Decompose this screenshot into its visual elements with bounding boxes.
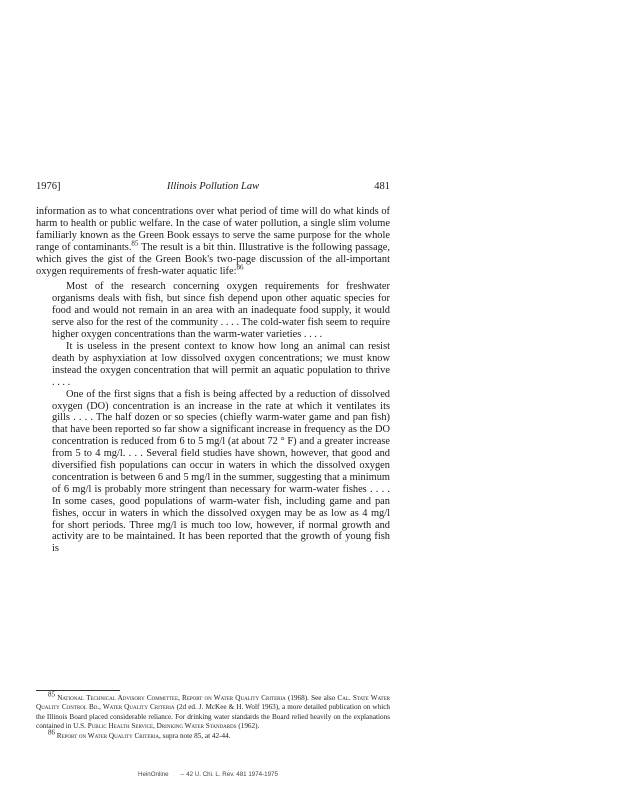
footnote-86 xyxy=(36,728,390,741)
body-text xyxy=(36,206,390,555)
page-footer xyxy=(138,771,398,779)
quote-paragraph-1: Most of the research concerning oxygen requirements for freshwater organisms deals with fish, but since fish depend upon other aquatic species for food and would not remain in an area with an inadequate food supply, it would serve also for the rest of the community . . . . The cold-water fish seem to require higher oxygen concentrations than the warm-water varieties . . . . xyxy=(52,281,390,341)
footnote-85-source-c: Cal. State Water Quality Control Bd., Water Quality Criteria xyxy=(36,694,390,712)
quote-paragraph-3: One of the first signs that a fish is being affected by a reduction of dissolved oxygen (DO) concentration is an increase in the rate at which it ventilates its gills . . . . The half dozen or so species (chiefly warm-water game and pan fish) that have been reported so far show a significant increase in frequency as the DO concentration is reduced from 6 to 5 mg/l (at about 72 ° F) and a greater increase from 5 to 4 mg/l. . . . Several field studies have shown, however, that good and diversified fish populations can occur in waters in which the dissolved oxygen concentration is between 6 and 5 mg/l in the summer, suggesting that a minimum of 6 mg/l is probably more stringent than necessary for warm-water fishes . . . . In some cases, good populations of warm-water fish, including game and pan fishes, occur in waters in which the dissolved oxygen may be as low as 4 mg/l for short periods. Three mg/l is much too low, however, if normal growth and activity are to be maintained. It has been reported that the growth of young fish is xyxy=(52,388,390,555)
footnote-ref-85: 85 xyxy=(131,239,139,248)
paragraph-1-text: information as to what concentrations over what period of time will do what kinds of harm to health or public welfare. In the case of water pollution, a single slim volume familiarly known as the Green Book essays to serve the same purpose for the whole range of contaminants. xyxy=(36,206,390,253)
footnote-85-text-d: (2d ed. J. McKee & H. Wolf 1963), a more detailed publication on which the Illinois Board placed considerable reliance. For drinking water standards the Board relied heavily on the explanations contained in xyxy=(36,703,390,731)
paragraph-1-continued: The result is a bit thin. Illustrative is the following passage, which gives the gist of the Green Book's two-page discussion of the all-important oxygen requirements of fresh-water aquatic life: xyxy=(36,241,390,277)
footnotes xyxy=(36,690,390,741)
footnote-85-source-e: U.S. Public Health Service, Drinking Water Standards xyxy=(73,722,237,731)
block-quote xyxy=(52,281,390,555)
footer-source: HeinOnline xyxy=(138,771,169,778)
footnote-86-number: 86 xyxy=(48,728,55,737)
footnote-85-number: 85 xyxy=(48,690,55,699)
footnote-85-text-b: (1968). See also xyxy=(285,694,338,702)
paragraph-1 xyxy=(36,206,390,277)
quote-paragraph-2: It is useless in the present context to know how long an animal can resist death by asphyxiation at low dissolved oxygen concentrations; we must know instead the oxygen concentration that will permit an aquatic population to thrive . . . . xyxy=(52,340,390,388)
footnote-85-source-a: National Technical Advisory Committee, Report on Water Quality Criteria xyxy=(57,694,286,702)
header-year: 1976] xyxy=(36,181,61,192)
running-title: Illinois Pollution Law xyxy=(166,181,260,192)
footnote-85-text-f: (1962). xyxy=(236,722,260,731)
footer-citation: -- 42 U. Chi. L. Rev. 481 1974-1975 xyxy=(180,771,278,778)
footnote-ref-86: 86 xyxy=(236,263,244,272)
footnote-86-text: , supra note 85, at 42-44. xyxy=(159,731,231,740)
page-number: 481 xyxy=(374,181,390,192)
page-header xyxy=(36,180,390,194)
footnote-85 xyxy=(36,690,390,732)
footnote-86-source: Report on Water Quality Criteria xyxy=(56,731,159,740)
